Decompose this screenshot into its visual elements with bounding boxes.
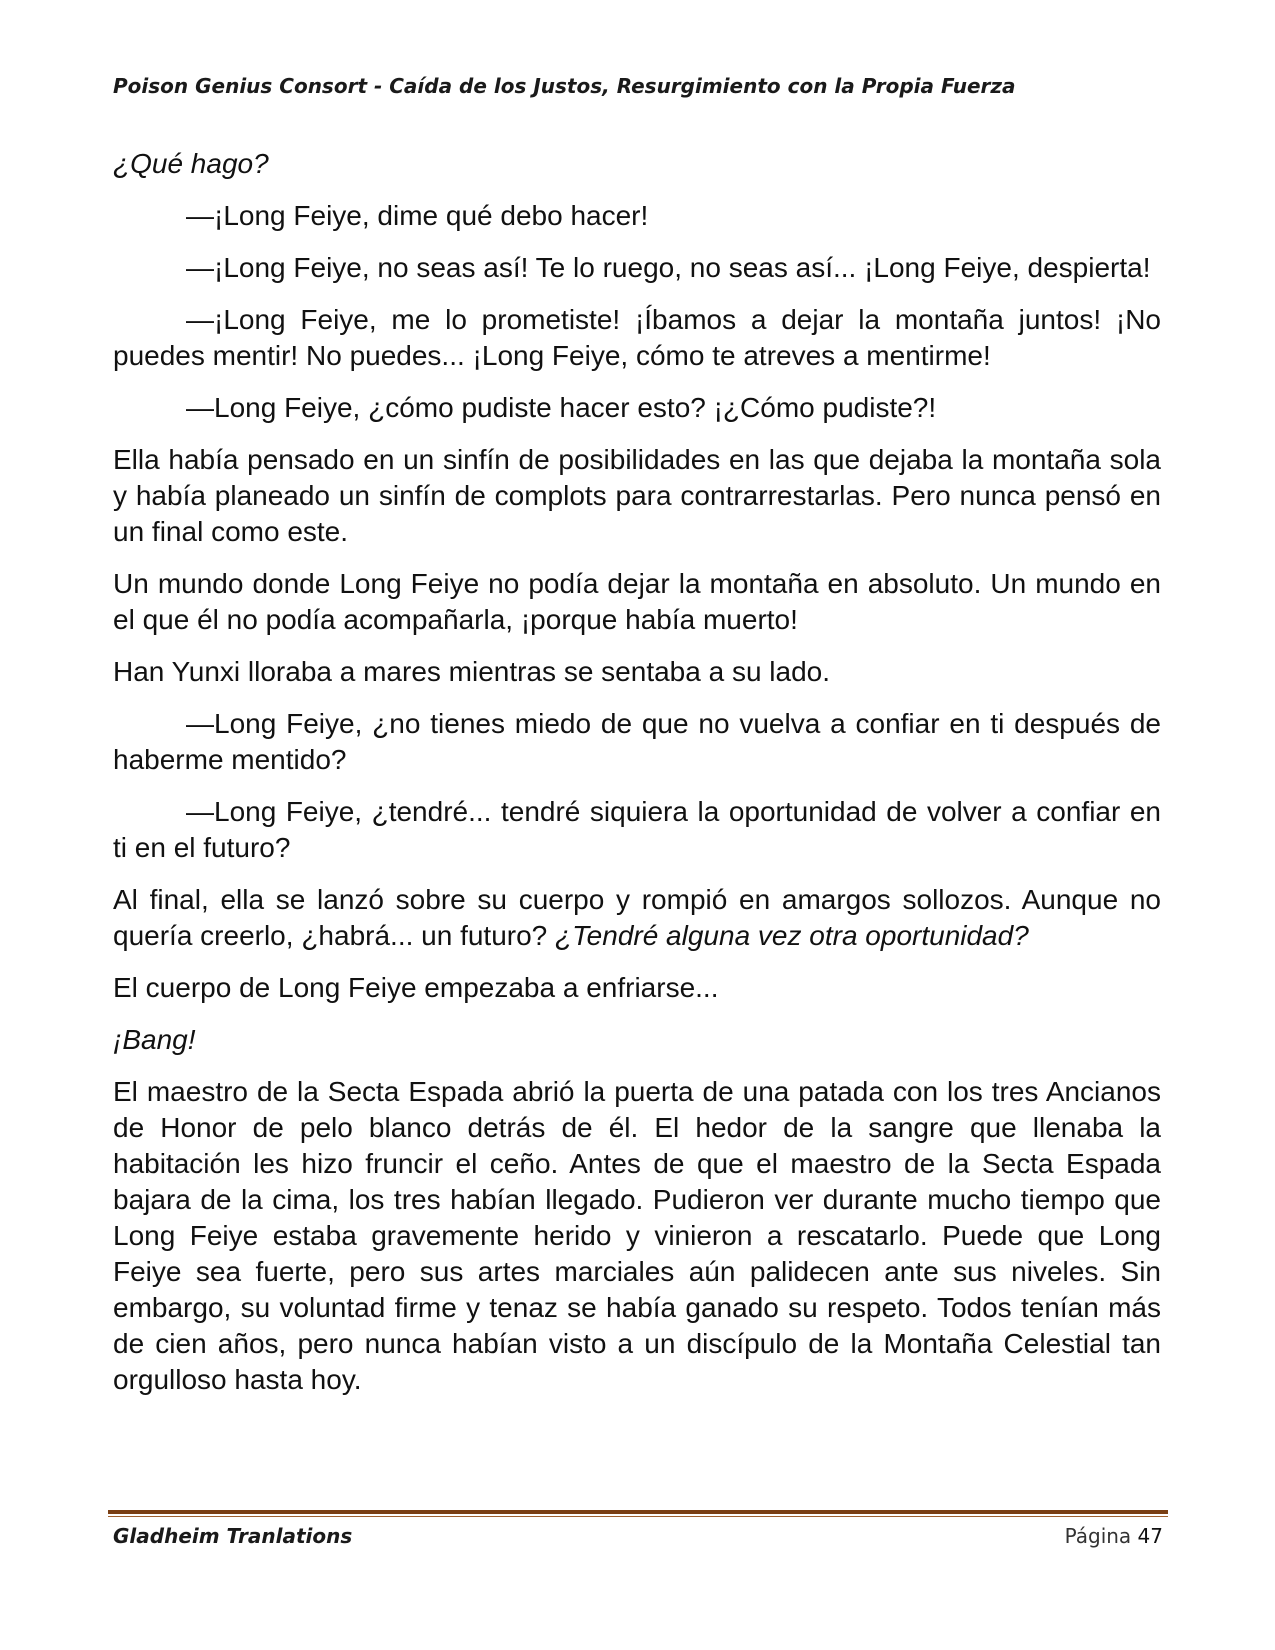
- dialogue-line: —¡Long Feiye, no seas así! Te lo ruego, no seas así... ¡Long Feiye, despierta!: [186, 252, 1151, 283]
- footer-divider: [108, 1510, 1168, 1518]
- dialogue-line: —¡Long Feiye, me lo prometiste! ¡Íbamos a dejar la montaña juntos! ¡No puedes mentir! No puedes... ¡Long Feiye, cómo te atreves a mentirme!: [113, 304, 1161, 371]
- paragraph-italic-text: ¿Tendré alguna vez otra oportunidad?: [555, 920, 1029, 951]
- paragraph-text: Al final, ella se lanzó sobre su cuerpo y rompió en amargos sollozos. Aunque no quería creerlo, ¿habrá... un futuro?: [113, 884, 1161, 951]
- paragraph: El cuerpo de Long Feiye empezaba a enfriarse...: [113, 972, 719, 1003]
- paragraph: ¿Qué hago?: [113, 148, 269, 179]
- paragraph: Ella había pensado en un sinfín de posibilidades en las que dejaba la montaña sola y había planeado un sinfín de complots para contrarrestarlas. Pero nunca pensó en un final como este.: [113, 444, 1161, 547]
- page-number: [1065, 1524, 1163, 1548]
- paragraph: Un mundo donde Long Feiye no podía dejar la montaña en absoluto. Un mundo en el que él no podía acompañarla, ¡porque había muerto!: [113, 568, 1161, 635]
- dialogue-line: —¡Long Feiye, dime qué debo hacer!: [186, 200, 649, 231]
- running-header: Poison Genius Consort - Caída de los Justos, Resurgimiento con la Propia Fuerza: [113, 74, 1016, 98]
- page-number-value: 47: [1137, 1524, 1163, 1548]
- footer-divider-thin: [108, 1516, 1168, 1517]
- page-label: Página: [1064, 1524, 1132, 1548]
- paragraph: [113, 882, 1161, 954]
- paragraph: ¡Bang!: [113, 1024, 196, 1055]
- footer-credit: Gladheim Tranlations: [113, 1524, 353, 1548]
- footer-divider-thick: [108, 1510, 1168, 1514]
- dialogue-line: —Long Feiye, ¿tendré... tendré siquiera la oportunidad de volver a confiar en ti en el futuro?: [113, 796, 1161, 863]
- dialogue-line: —Long Feiye, ¿no tienes miedo de que no vuelva a confiar en ti después de haberme mentido?: [113, 708, 1161, 775]
- paragraph: El maestro de la Secta Espada abrió la puerta de una patada con los tres Ancianos de Honor de pelo blanco detrás de él. El hedor de la sangre que llenaba la habitación les hizo fruncir el ceño. Antes de que el maestro de la Secta Espada bajara de la cima, los tres habían llegado. Pudieron ver durante mucho tiempo que Long Feiye estaba gravemente herido y vinieron a rescatarlo. Puede que Long Feiye sea fuerte, pero sus artes marciales aún palidecen ante sus niveles. Sin embargo, su voluntad firme y tenaz se había ganado su respeto. Todos tenían más de cien años, pero nunca habían visto a un discípulo de la Montaña Celestial tan orgulloso hasta hoy.: [113, 1076, 1161, 1395]
- paragraph: Han Yunxi lloraba a mares mientras se sentaba a su lado.: [113, 656, 831, 687]
- dialogue-line: —Long Feiye, ¿cómo pudiste hacer esto? ¡¿Cómo pudiste?!: [186, 392, 937, 423]
- page-body: [113, 146, 1161, 1414]
